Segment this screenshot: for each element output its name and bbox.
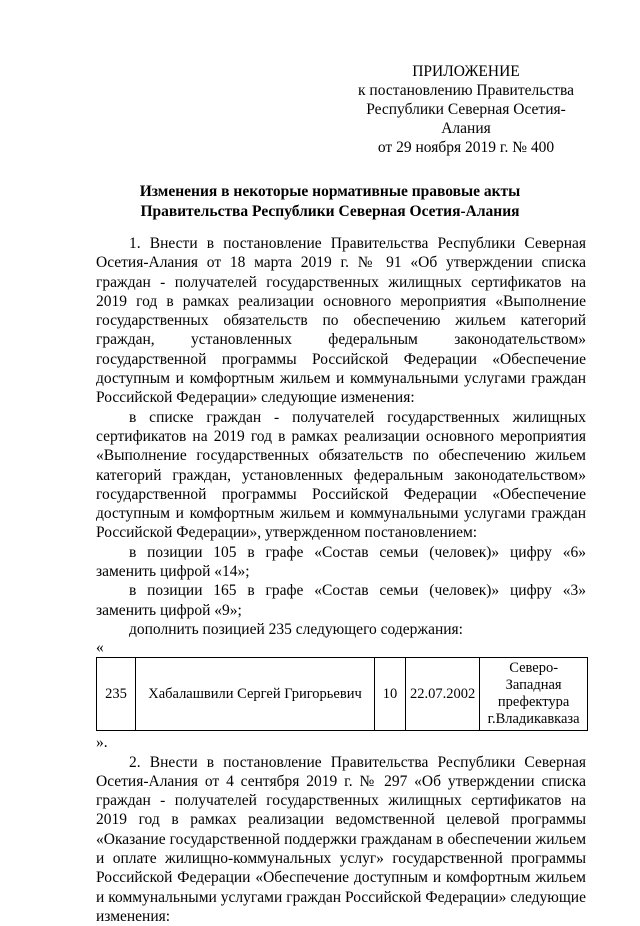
cell-organization xyxy=(480,658,588,731)
title-line-2: Правительства Республики Северная Осетия-Алания xyxy=(140,203,520,220)
cell-position: 235 xyxy=(97,658,136,731)
paragraph-2: в списке граждан - получателей государственных жилищных сертификатов на 2019 год в рамках реализации основного мероприятия «Выполнение государственных обязательств по обеспечению жильем категорий граждан, установленных федеральным законодательством» государственной программы Российской Федерации «Обеспечение доступным и комфортным жильем и коммунальными услугами граждан Российской Федерации», утвержденном постановлением: xyxy=(96,408,586,542)
table-row xyxy=(97,658,588,731)
document-body xyxy=(96,234,586,926)
insert-table xyxy=(96,657,588,731)
cell-name: Хабалашвили Сергей Григорьевич xyxy=(136,658,375,731)
document-title xyxy=(70,182,590,222)
org-line-2: префектура xyxy=(497,694,570,711)
paragraph-6: 2. Внести в постановление Правительства Республики Северная Осетия-Алания от 4 сентября 2019 г. № 297 «Об утверждении списка граждан - получателей государственных жилищных сертификатов на 2019 год в рамках реализации ведомственной целевой программы «Оказание государственной поддержки гражданам в обеспечении жильем и оплате жилищно-коммунальных услуг» государственной программы Российской Федерации «Обеспечение доступным и комфортным жильем и коммунальными услугами граждан Российской Федерации» следующие изменения: xyxy=(96,753,586,925)
paragraph-5: дополнить позицией 235 следующего содержания: xyxy=(129,620,463,638)
cell-date: 22.07.2002 xyxy=(406,658,480,731)
paragraph-1: 1. Внести в постановление Правительства Республики Северная Осетия-Алания от 18 марта 2019 г. № 91 «Об утверждении списка граждан - получателей государственных жилищных сертификатов на 2019 год в рамках реализации основного мероприятия «Выполнение государственных обязательств по обеспечению жильем категорий граждан, установленных федеральным законодательством» государственной программы Российской Федерации «Обеспечение доступным и комфортным жильем и коммунальными услугами граждан Российской Федерации» следующие изменения: xyxy=(96,235,586,407)
cell-family-size: 10 xyxy=(375,658,406,731)
appendix-line-3: от 29 ноября 2019 г. № 400 xyxy=(377,139,555,156)
appendix-header xyxy=(346,62,586,157)
org-line-3: г.Владикавказа xyxy=(487,711,580,728)
appendix-line-2: Республики Северная Осетия-Алания xyxy=(366,101,566,137)
appendix-line-1: к постановлению Правительства xyxy=(358,82,574,99)
quote-open: « xyxy=(96,639,104,657)
quote-close: ». xyxy=(96,734,108,752)
paragraph-4: в позиции 165 в графе «Состав семьи (человек)» цифру «3» заменить цифрой «9»; xyxy=(96,582,586,619)
org-line-1: Северо-Западная xyxy=(505,660,562,694)
title-line-1: Изменения в некоторые нормативные правовые акты xyxy=(139,183,521,200)
paragraph-3: в позиции 105 в графе «Состав семьи (человек)» цифру «6» заменить цифрой «14»; xyxy=(96,543,586,581)
appendix-label: ПРИЛОЖЕНИЕ xyxy=(412,63,520,80)
